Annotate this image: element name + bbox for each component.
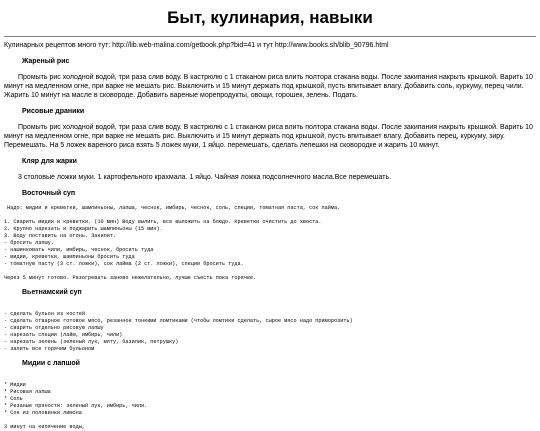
section-text-batter: 3 столовые ложки муки. 1 картофельного крахмала. 1 яйцо. Чайная ложка подсолнечного масла.Все перемешать. [18,174,392,181]
section-heading-batter: Кляр для жарки [22,158,77,165]
section-text-vietnamese-soup: - сделать бульон из костей - сделать отварное готовое мясо, резанное тонкими ломтиками (чтобы ломтики сделать, сырое мясо надо приморозить) - сварить отдельно рисовую лапшу - нарезать специи (лайм, имбирь, чили) - нарезать зелень (зеленый лук, мяту, базилик, петрушку) - залить все горячим бульоном [4,311,353,352]
section-text-mussels-noodles: * Мидии * Рисовая лапша * Соль * Резаные пряности: зеленый лук, имбирь, чили. * Сок из половинки лимона 3 минут на кипячение воды, [4,382,148,430]
section-text-fried-rice: Промыть рис холодной водой, три раза слив воду. В кастрюлю с 1 стаканом риса влить полтора стакана воды. После закипания накрыть крышкой. Варить 10 минут на медленном огне, при варке не мешать рис. Выключить и 15 минут держать под крышкой, пусть впитывает влагу. Добавить соль, куркуму, перец чили. Жарить 10 минут на масле в сковороде. Добавить вареные морепродукты, овощи, горошек, зелень. Подать. [4,74,533,99]
section-text-rice-pancakes: Промыть рис холодной водой, три раза слив воду. В кастрюлю с 1 стаканом риса влить полтора стакана воды. После закипания накрыть крышкой. Варить 10 минут на медленном огне, при варке не мешать рис. Выключить и 15 минут держать под крышкой, пусть впитывает влагу. Добавить перец, куркуму, зиру. Перемешать. На 5 ложек вареного риса взять 5 ложек муки, 1 яйцо. перемешать, сделать лепешки на сковородке и жарить 10 минут. [4,124,533,149]
section-heading-fried-rice: Жареный рис [22,58,70,65]
section-heading-mussels-noodles: Мидии с лапшой [22,360,80,367]
section-heading-rice-pancakes: Рисовые драники [22,108,85,115]
section-heading-vietnamese-soup: Вьетнамский суп [22,289,82,296]
section-text-oriental-soup: Надо: мидии и креветки, шампиньоны, лапша, чеснок, имбирь, чеснок, соль, специи, томатная паста, сок лайма. 1. Сварить мидии и креветки. (10 мин) Воду вылить, все выложить на блюдо. Креветки очистить до хвоста. 2. Крупно нарезать и поджарить шампиньоны (15 мин). 3. Воду поставить на огонь. Закипит. - бросить лапшу. - нашинковать чили, имбирь, чеснок, бросить туда - мидии, креветки, шампиньоны бросить туда - томатную пасту (3 ст. ложки), сок лайма (2 ст. ложки), специи бросить туда. Через 5 минут готово. Разогревать заново нежелательно, лучше съесть пока горячее. [4,205,341,281]
intro-text: Кулинарных рецептов много тут: http://lib.web-malina.com/getbook.php?bid=41 и тут http://www.books.sh/blib_90796.html [4,42,389,49]
title-divider [4,36,536,37]
section-heading-oriental-soup: Восточный суп [22,190,76,197]
page-title: Быт, кулинария, навыки [167,8,373,27]
